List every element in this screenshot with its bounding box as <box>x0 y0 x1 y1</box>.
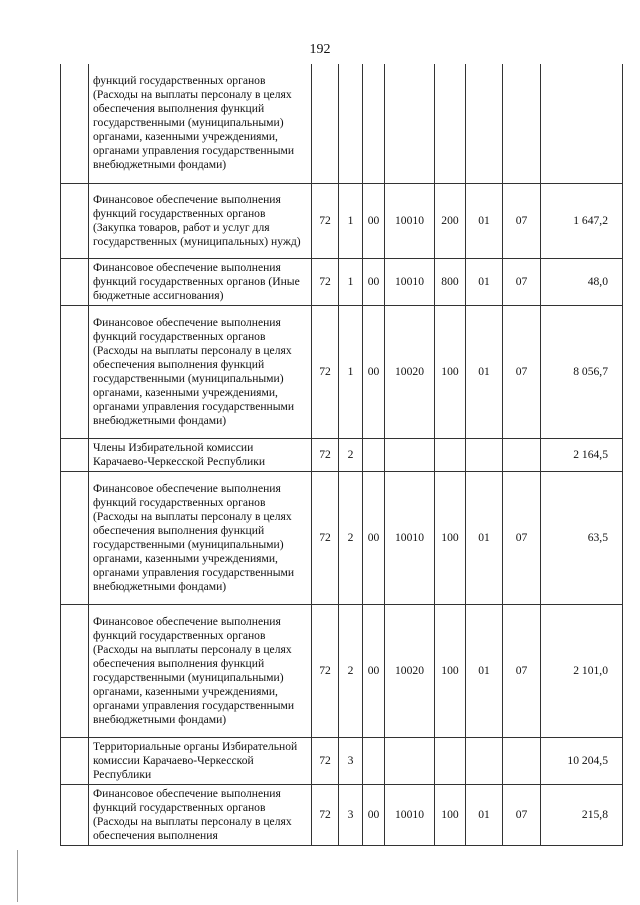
subsection-code-cell: 01 <box>466 471 503 604</box>
table-row <box>61 64 623 183</box>
table-row <box>61 305 623 438</box>
amount-cell: 48,0 <box>541 258 623 305</box>
table-row <box>61 258 623 305</box>
section-code-cell: 1 <box>339 183 363 258</box>
expense-type-cell: 100 <box>435 604 466 737</box>
table-row <box>61 737 623 784</box>
expense-name-cell: Территориальные органы Избирательной комиссии Карачаево-Черкесской Республики <box>89 737 312 784</box>
subsection-code-cell <box>503 64 541 183</box>
row-number-cell <box>61 784 89 845</box>
subsection-code-cell: 01 <box>466 784 503 845</box>
subsection-code-cell <box>503 737 541 784</box>
program-code-cell: 00 <box>363 258 385 305</box>
subsection-code-cell: 07 <box>503 604 541 737</box>
expense-type-cell: 100 <box>435 471 466 604</box>
expense-type-cell <box>435 737 466 784</box>
amount-cell: 215,8 <box>541 784 623 845</box>
subsection-code-cell: 07 <box>503 305 541 438</box>
article-code-cell <box>385 737 435 784</box>
section-code-cell: 2 <box>339 438 363 471</box>
table-row <box>61 784 623 845</box>
subsection-code-cell: 07 <box>503 784 541 845</box>
expense-type-cell <box>435 64 466 183</box>
expense-type-cell: 800 <box>435 258 466 305</box>
amount-cell <box>541 64 623 183</box>
expense-name-cell: Финансовое обеспечение выполнения функций государственных органов (Расходы на выплаты персоналу в целях обеспечения выполнения функций государственными (муниципальными) органами, казенными учреждениями, органами управления государственными внебюджетными фондами) <box>89 471 312 604</box>
article-code-cell: 10010 <box>385 784 435 845</box>
program-code-cell: 00 <box>363 305 385 438</box>
row-number-cell <box>61 183 89 258</box>
subsection-code-cell: 01 <box>466 604 503 737</box>
row-number-cell <box>61 438 89 471</box>
article-code-cell: 10020 <box>385 305 435 438</box>
section-code-cell: 3 <box>339 784 363 845</box>
table-row <box>61 183 623 258</box>
row-number-cell <box>61 471 89 604</box>
budget-table <box>60 64 623 846</box>
ministry-code-cell: 72 <box>312 784 339 845</box>
amount-cell: 8 056,7 <box>541 305 623 438</box>
subsection-code-cell: 07 <box>503 258 541 305</box>
section-code-cell: 2 <box>339 471 363 604</box>
subsection-code-cell: 01 <box>466 183 503 258</box>
row-number-cell <box>61 258 89 305</box>
expense-name-cell: Финансовое обеспечение выполнения функций государственных органов (Иные бюджетные ассигнования) <box>89 258 312 305</box>
section-code-cell: 1 <box>339 305 363 438</box>
expense-type-cell: 100 <box>435 784 466 845</box>
program-code-cell: 00 <box>363 784 385 845</box>
subsection-code-cell: 07 <box>503 471 541 604</box>
program-code-cell <box>363 737 385 784</box>
ministry-code-cell: 72 <box>312 258 339 305</box>
expense-type-cell: 100 <box>435 305 466 438</box>
article-code-cell: 10010 <box>385 258 435 305</box>
row-number-cell <box>61 305 89 438</box>
scan-margin-line <box>17 850 18 902</box>
expense-type-cell <box>435 438 466 471</box>
subsection-code-cell <box>466 438 503 471</box>
program-code-cell <box>363 438 385 471</box>
article-code-cell <box>385 438 435 471</box>
expense-name-cell: Члены Избирательной комиссии Карачаево-Черкесской Республики <box>89 438 312 471</box>
article-code-cell <box>385 64 435 183</box>
amount-cell: 2 101,0 <box>541 604 623 737</box>
ministry-code-cell: 72 <box>312 305 339 438</box>
table-row <box>61 438 623 471</box>
article-code-cell: 10020 <box>385 604 435 737</box>
row-number-cell <box>61 64 89 183</box>
section-code-cell: 2 <box>339 604 363 737</box>
article-code-cell: 10010 <box>385 183 435 258</box>
expense-name-cell: Финансовое обеспечение выполнения функций государственных органов (Расходы на выплаты персоналу в целях обеспечения выполнения <box>89 784 312 845</box>
subsection-code-cell <box>466 64 503 183</box>
expense-name-cell: Финансовое обеспечение выполнения функций государственных органов (Расходы на выплаты персоналу в целях обеспечения выполнения функций государственными (муниципальными) органами, казенными учреждениями, органами управления государственными внебюджетными фондами) <box>89 305 312 438</box>
ministry-code-cell: 72 <box>312 604 339 737</box>
amount-cell: 10 204,5 <box>541 737 623 784</box>
ministry-code-cell: 72 <box>312 737 339 784</box>
section-code-cell: 1 <box>339 258 363 305</box>
ministry-code-cell <box>312 64 339 183</box>
program-code-cell <box>363 64 385 183</box>
program-code-cell: 00 <box>363 471 385 604</box>
expense-name-cell: Финансовое обеспечение выполнения функций государственных органов (Закупка товаров, работ и услуг для государственных (муниципальных) нужд) <box>89 183 312 258</box>
program-code-cell: 00 <box>363 604 385 737</box>
subsection-code-cell: 01 <box>466 305 503 438</box>
table-row <box>61 471 623 604</box>
subsection-code-cell <box>466 737 503 784</box>
subsection-code-cell: 07 <box>503 183 541 258</box>
ministry-code-cell: 72 <box>312 183 339 258</box>
table-row <box>61 604 623 737</box>
row-number-cell <box>61 604 89 737</box>
expense-name-cell: Финансовое обеспечение выполнения функций государственных органов (Расходы на выплаты персоналу в целях обеспечения выполнения функций государственными (муниципальными) органами, казенными учреждениями, органами управления государственными внебюджетными фондами) <box>89 604 312 737</box>
ministry-code-cell: 72 <box>312 471 339 604</box>
ministry-code-cell: 72 <box>312 438 339 471</box>
subsection-code-cell: 01 <box>466 258 503 305</box>
expense-name-cell: функций государственных органов (Расходы на выплаты персоналу в целях обеспечения выполнения функций государственными (муниципальными) органами, казенными учреждениями, органами управления государственными внебюджетными фондами) <box>89 64 312 183</box>
section-code-cell <box>339 64 363 183</box>
section-code-cell: 3 <box>339 737 363 784</box>
page-number: 192 <box>309 42 331 57</box>
program-code-cell: 00 <box>363 183 385 258</box>
row-number-cell <box>61 737 89 784</box>
subsection-code-cell <box>503 438 541 471</box>
article-code-cell: 10010 <box>385 471 435 604</box>
amount-cell: 1 647,2 <box>541 183 623 258</box>
expense-type-cell: 200 <box>435 183 466 258</box>
amount-cell: 63,5 <box>541 471 623 604</box>
amount-cell: 2 164,5 <box>541 438 623 471</box>
